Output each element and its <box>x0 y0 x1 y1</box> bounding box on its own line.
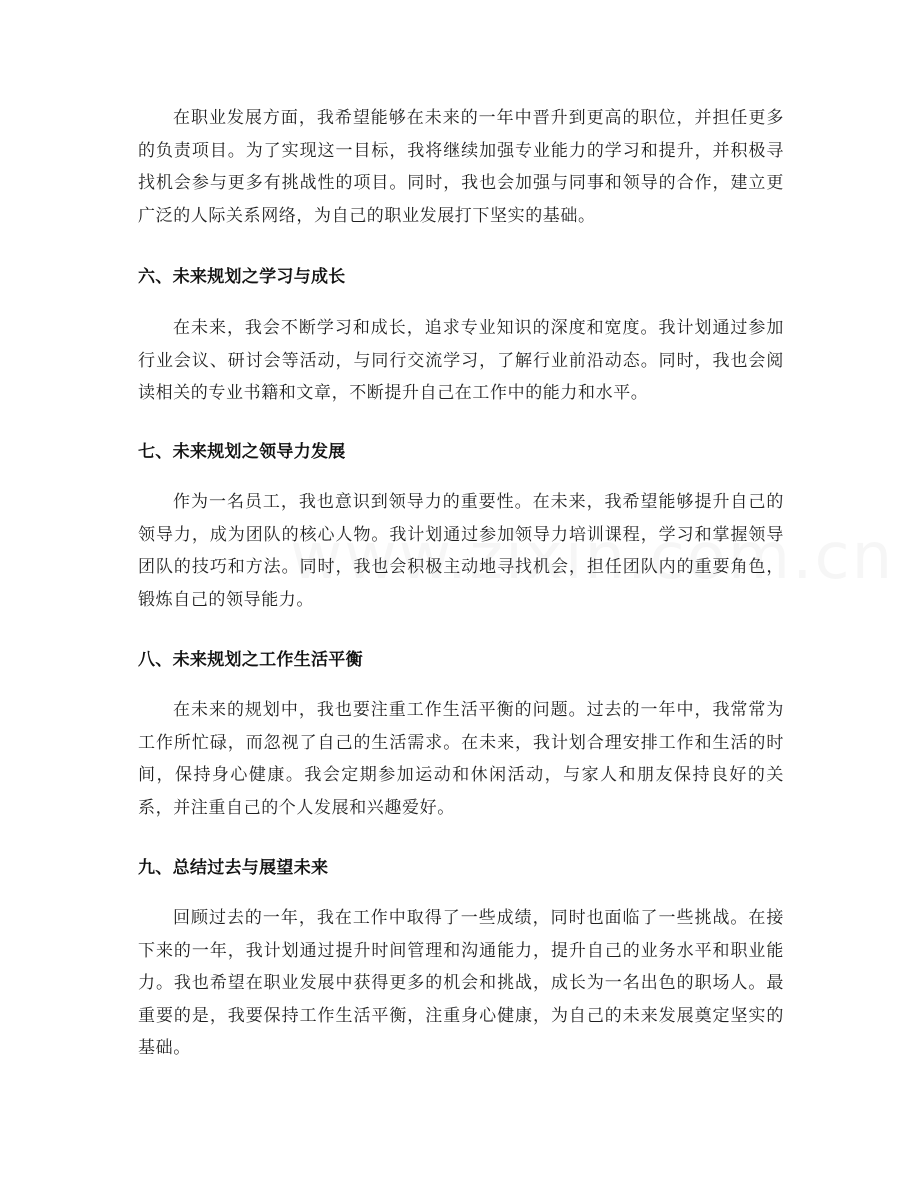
section-heading-summary-outlook: 九、总结过去与展望未来 <box>138 858 329 878</box>
section-heading-leadership: 七、未来规划之领导力发展 <box>138 442 346 462</box>
section-heading-learning-growth: 六、未来规划之学习与成长 <box>138 267 346 287</box>
paragraph-learning-growth: 在未来，我会不断学习和成长，追求专业知识的深度和宽度。我计划通过参加行业会议、研讨会等活动，与同行交流学习，了解行业前沿动态。同时，我也会阅读相关的专业书籍和文章，不断提升自己在工作中的能力和水平。 <box>138 318 784 403</box>
paragraph-summary-outlook: 回顾过去的一年，我在工作中取得了一些成绩，同时也面临了一些挑战。在接下来的一年，我计划通过提升时间管理和沟通能力，提升自己的业务水平和职业能力。我也希望在职业发展中获得更多的机会和挑战，成长为一名出色的职场人。最重要的是，我要保持工作生活平衡，注重身心健康，为自己的未来发展奠定坚实的基础。 <box>138 908 784 1058</box>
paragraph-career-development: 在职业发展方面，我希望能够在未来的一年中晋升到更高的职位，并担任更多的负责项目。为了实现这一目标，我将继续加强专业能力的学习和提升，并积极寻找机会参与更多有挑战性的项目。同时，我也会加强与同事和领导的合作，建立更广泛的人际关系网络，为自己的职业发展打下坚实的基础。 <box>138 108 784 226</box>
paragraph-leadership: 作为一名员工，我也意识到领导力的重要性。在未来，我希望能够提升自己的领导力，成为团队的核心人物。我计划通过参加领导力培训课程，学习和掌握领导团队的技巧和方法。同时，我也会积极主动地寻找机会，担任团队内的重要角色，锻炼自己的领导能力。 <box>138 492 784 610</box>
paragraph-work-life-balance: 在未来的规划中，我也要注重工作生活平衡的问题。过去的一年中，我常常为工作所忙碌，而忽视了自己的生活需求。在未来，我计划合理安排工作和生活的时间，保持身心健康。我会定期参加运动和休闲活动，与家人和朋友保持良好的关系，并注重自己的个人发展和兴趣爱好。 <box>138 700 784 818</box>
section-heading-work-life-balance: 八、未来规划之工作生活平衡 <box>138 650 363 670</box>
